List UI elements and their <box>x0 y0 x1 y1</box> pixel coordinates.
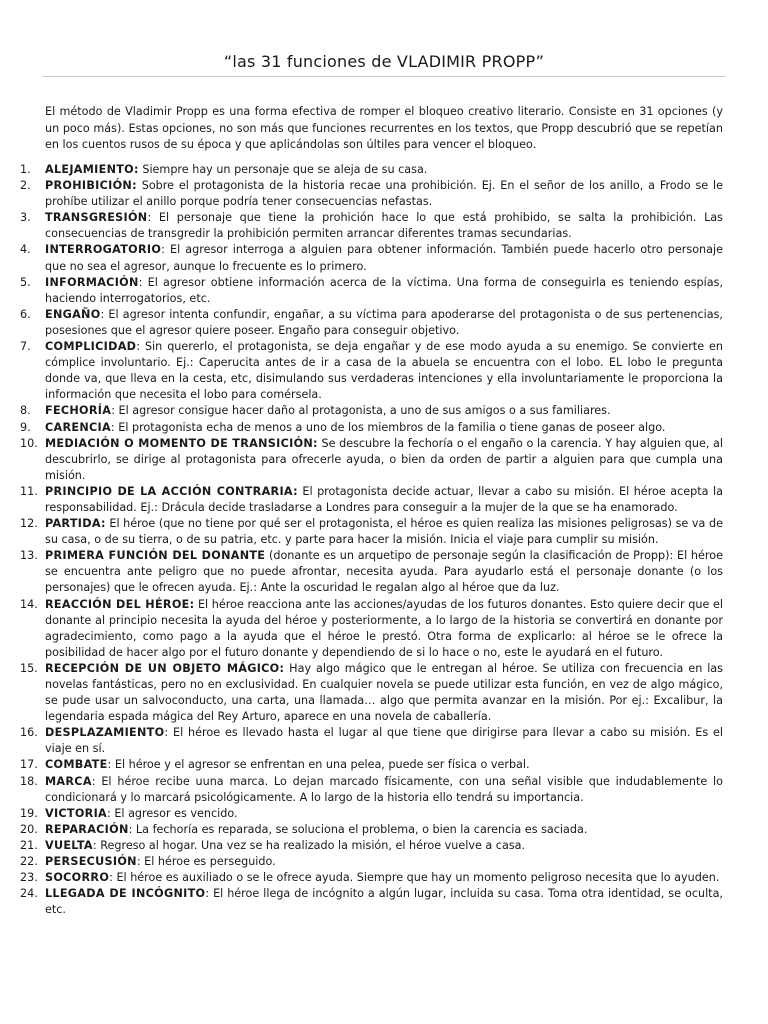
item-term: PRIMERA FUNCIÓN DEL DONANTE <box>45 549 266 563</box>
item-term: PROHIBICIÓN: <box>45 179 137 193</box>
item-description: Se descubre la fechoría o el engaño o la carencia. Y hay alguien que, al descubrirlo, se dirige al protagonista para ofrecerle ayuda, o bien da orden de partir a alguien para que cumpla una misión. <box>45 436 724 482</box>
list-item <box>0 339 768 403</box>
item-term: FECHORÍA <box>45 404 112 418</box>
item-term: PARTIDA: <box>45 517 106 531</box>
item-number: 12. <box>20 517 38 531</box>
intro-paragraph: El método de Vladimir Propp es una forma efectiva de romper el bloqueo creativo literario. Consiste en 31 opciones (y un poco más). Estas opciones, no son más que funciones recurrentes en los textos, que Propp descubrió que se repetían en los cuentos rusos de su época y que aplicándolas son últiles para vencer el bloqueo. <box>45 105 723 152</box>
list-item <box>0 210 768 242</box>
item-number: 4. <box>20 243 31 257</box>
item-number: 14. <box>20 597 38 611</box>
item-term: COMPLICIDAD <box>45 340 137 354</box>
list-item <box>0 420 768 436</box>
item-number: 18. <box>20 774 38 788</box>
item-term: CARENCIA <box>45 420 111 434</box>
item-term: ALEJAMIENTO: <box>45 163 139 176</box>
list-item <box>0 162 768 178</box>
item-term: VICTORIA <box>45 806 108 820</box>
item-number: 20. <box>20 822 38 836</box>
item-description: : El personaje que tiene la prohición hace lo que está prohibido, se salta la prohibición. Las consecuencias de transgredir la prohibición permiten arrancar diferentes tramas secundarias. <box>45 211 723 241</box>
list-item <box>0 661 768 725</box>
list-item <box>0 757 768 773</box>
item-term: INTERROGATORIO <box>45 243 162 257</box>
item-term: PRINCIPIO DE LA ACCIÓN CONTRARIA: <box>45 484 298 498</box>
item-description: : La fechoría es reparada, se soluciona el problema, o bien la carencia es saciada. <box>128 822 588 836</box>
item-description: : Sin quererlo, el protagonista, se deja engañar y de ese modo ayuda a su enemigo. Se convierte en cómplice involuntario. Ej.: Caperucita antes de ir a casa de la abuela se encuentra con el lobo. EL lobo le pregunta donde va, que lleva en la cesta, etc, disimulando sus verdaderas intenciones y ella involuntariamente le proporciona la información que necesita el lobo para comérsela. <box>45 340 723 402</box>
item-description: : El agresor es vencido. <box>107 806 238 820</box>
item-term: RECEPCIÓN DE UN OBJETO MÁGICO: <box>45 661 285 675</box>
item-number: 1. <box>20 163 31 176</box>
item-number: 23. <box>20 871 38 885</box>
item-number: 19. <box>20 806 38 820</box>
title-divider <box>43 76 725 77</box>
list-item <box>0 870 768 886</box>
item-description: : El héroe es perseguido. <box>136 855 276 869</box>
item-description: El héroe (que no tiene por qué ser el protagonista, el héroe es quien realiza las misiones peligrosas) se va de su casa, o de su tierra, o de su patria, etc. y parte para hacer la misión. Inicia el viaje para cumplir su misión. <box>45 517 723 547</box>
item-description: El protagonista decide actuar, llevar a cabo su misión. El héroe acepta la responsabilidad. Ej.: Drácula decide trasladarse a Londres para conseguir a la mujer de la que se ha enamorado. <box>45 484 724 514</box>
item-description: : Regreso al hogar. Una vez se ha realizado la misión, el héroe vuelve a casa. <box>92 838 526 852</box>
item-number: 15. <box>20 661 38 675</box>
item-description: : El agresor consigue hacer daño al protagonista, a uno de sus amigos o a sus familiares. <box>111 404 611 418</box>
item-number: 6. <box>20 307 31 321</box>
item-number: 9. <box>20 420 31 434</box>
list-item <box>0 838 768 854</box>
item-number: 17. <box>20 758 38 772</box>
item-description: : El agresor intenta confundir, engañar, a su víctima para apoderarse del protagonista o de sus pertenencias, posesiones que el agresor quiere poseer. Engaño para conseguir objetivo. <box>45 307 723 337</box>
item-description: El héroe reacciona ante las acciones/ayudas de los futuros donantes. Esto quiere decir que el donante al principio necesita la ayuda del héroe y posteriormente, a lo largo de la historia se convertirá en donante por agradecimiento, como pago a la ayuda que el héroe le prestó. Otra forma de explicarlo: al héroe se le ofrece la posibilidad de hacer algo por el futuro donante y dependiendo de si lo hace o no, este le ayudará en el futuro. <box>45 597 723 659</box>
item-description: Sobre el protagonista de la historia recae una prohibición. Ej. En el señor de los anillo, a Frodo se le prohíbe utilizar el anillo porque podría tener consecuencias nefastas. <box>45 179 723 209</box>
list-item <box>0 854 768 870</box>
item-description: Hay algo mágico que le entregan al héroe. Se utiliza con frecuencia en las novelas fantásticas, pero no en exclusividad. En cualquier novela se puede utilizar esta función, en vez de algo mágico, se pude usar un salvoconducto, una carta, una llamada… algo que permita avanzar en la misión. Por ej.: Excalibur, la legendaria espada mágica del Rey Arturo, aparece en una novela de caballería. <box>45 661 723 724</box>
item-number: 2. <box>20 179 31 193</box>
list-item <box>0 597 768 661</box>
item-number: 16. <box>20 726 38 740</box>
item-term: DESPLAZAMIENTO <box>45 726 165 740</box>
item-description: Siempre hay un personaje que se aleja de su casa. <box>138 163 428 176</box>
item-term: LLEGADA DE INCÓGNITO <box>45 887 206 901</box>
functions-list <box>0 162 768 918</box>
list-item <box>0 403 768 419</box>
item-description: : El héroe y el agresor se enfrentan en una pelea, puede ser física o verbal. <box>107 758 530 772</box>
item-term: COMBATE <box>45 758 108 772</box>
item-description: : El héroe es llevado hasta el lugar al que tiene que dirigirse para llevar a cabo su misión. Es el viaje en sí. <box>45 726 723 756</box>
item-term: SOCORRO <box>45 871 110 885</box>
list-item <box>0 886 768 918</box>
item-number: 13. <box>20 549 38 563</box>
item-number: 10. <box>20 436 38 450</box>
list-item <box>0 548 768 596</box>
item-number: 24. <box>20 887 38 901</box>
item-term: MEDIACIÓN O MOMENTO DE TRANSICIÓN: <box>45 436 318 450</box>
item-description: : El héroe recibe uuna marca. Lo dejan marcado físicamente, con una señal visible que indudablemente lo condicionará y lo marcará psicológicamente. A lo largo de la historia ello tendrá su importancia. <box>45 774 723 804</box>
item-number: 22. <box>20 855 38 869</box>
list-item <box>0 806 768 822</box>
list-item <box>0 275 768 307</box>
item-description: : El héroe llega de incógnito a algún lugar, incluida su casa. Toma otra identidad, se oculta, etc. <box>45 887 723 917</box>
item-number: 3. <box>20 211 31 225</box>
list-item <box>0 774 768 806</box>
item-term: MARCA <box>45 774 92 788</box>
item-number: 8. <box>20 404 31 418</box>
list-item <box>0 178 768 210</box>
list-item <box>0 436 768 484</box>
list-item <box>0 516 768 548</box>
list-item <box>0 484 768 516</box>
item-term: VUELTA <box>45 838 93 852</box>
item-term: ENGAÑO <box>45 307 101 321</box>
item-description: : El héroe es auxiliado o se le ofrece ayuda. Siempre que hay un momento peligroso necesita que lo ayuden. <box>109 871 720 885</box>
item-number: 7. <box>20 340 31 354</box>
item-number: 21. <box>20 838 38 852</box>
item-description: : El agresor obtiene información acerca de la víctima. Una forma de conseguirla es teniendo espías, haciendo interrogatorios, etc. <box>45 275 723 305</box>
list-item <box>0 242 768 274</box>
list-item <box>0 725 768 757</box>
item-term: INFORMACIÓN <box>45 275 139 289</box>
item-term: PERSECUSIÓN <box>45 855 137 869</box>
list-item <box>0 307 768 339</box>
item-term: TRANSGRESIÓN <box>45 211 148 225</box>
list-item <box>0 822 768 838</box>
document-title: “las 31 funciones de VLADIMIR PROPP” <box>223 52 545 71</box>
item-number: 5. <box>20 275 31 289</box>
item-term: REACCIÓN DEL HÉROE: <box>45 597 195 611</box>
item-number: 11. <box>20 484 38 498</box>
item-description: (donante es un arquetipo de personaje según la clasificación de Propp): El héroe se encuentra ante peligro que no puede afrontar, necesita ayuda. Para ayudarlo está el personaje donante (o los personajes) que le ofrecen ayuda. Ej.: Ante la oscuridad le regalan algo al héroe que da luz. <box>45 549 723 595</box>
item-description: : El agresor interroga a alguien para obtener información. También puede hacerlo otro personaje que no sea el agresor, aunque lo frecuente es lo primero. <box>45 243 723 273</box>
item-term: REPARACIÓN <box>45 822 129 836</box>
item-description: : El protagonista echa de menos a uno de los miembros de la familia o tiene ganas de poseer algo. <box>110 420 666 434</box>
